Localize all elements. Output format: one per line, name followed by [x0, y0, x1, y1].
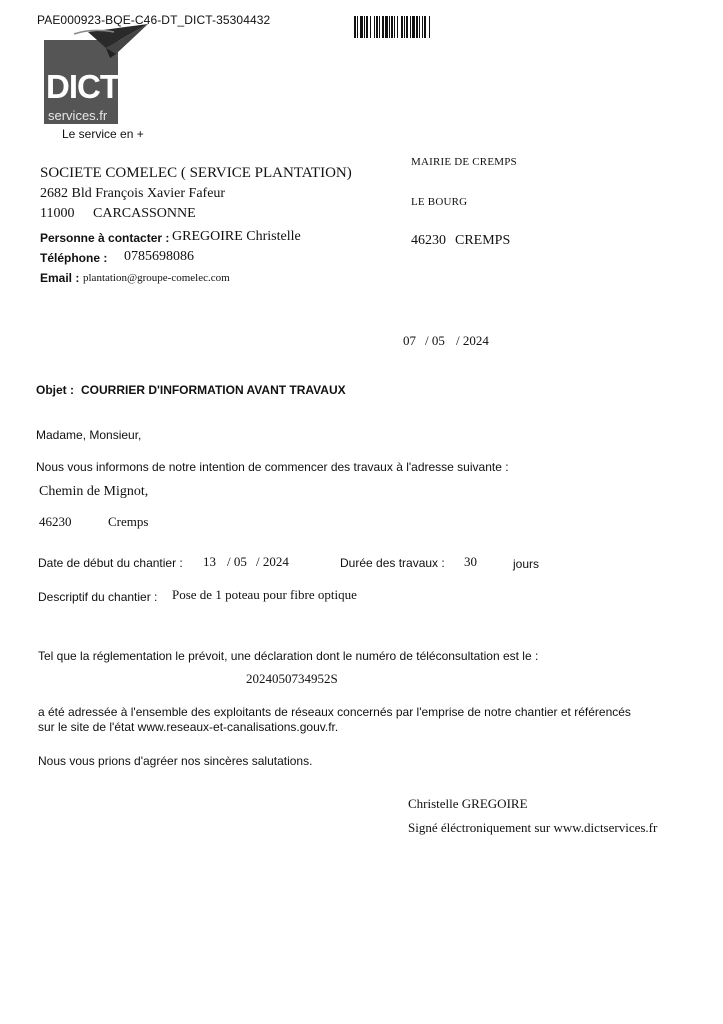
start-date-month: / 05: [227, 554, 247, 569]
recipient-postcode: 46230: [411, 233, 446, 248]
letter-date-year: / 2024: [456, 333, 489, 348]
greeting: Madame, Monsieur,: [36, 428, 142, 442]
barcode-bar: [410, 16, 411, 38]
barcode-bar: [412, 16, 415, 38]
barcode-bar: [424, 16, 426, 38]
start-date-label: Date de début du chantier :: [38, 556, 183, 570]
barcode-bar: [406, 16, 408, 38]
barcode-bar: [391, 16, 393, 38]
contact-label: Personne à contacter :: [40, 231, 170, 245]
barcode-bar: [364, 16, 365, 38]
addressed-text-line2: sur le site de l'état www.reseaux-et-canalisations.gouv.fr.: [38, 720, 339, 734]
duration-label: Durée des travaux :: [340, 556, 445, 570]
contact-value: GREGOIRE Christelle: [172, 229, 301, 244]
barcode-bar: [354, 16, 356, 38]
sender-city: CARCASSONNE: [93, 206, 196, 221]
sender-postcode: 11000: [40, 206, 75, 221]
barcode-bar: [385, 16, 388, 38]
closing-text: Nous vous prions d'agréer nos sincères salutations.: [38, 754, 313, 768]
barcode-bar: [429, 16, 430, 38]
work-street: Chemin de Mignot,: [39, 484, 149, 499]
duration-unit: jours: [513, 557, 540, 571]
barcode-bar: [370, 16, 371, 38]
barcode-bar: [357, 16, 358, 38]
phone-label: Téléphone :: [40, 251, 108, 265]
sender-company: SOCIETE COMELEC ( SERVICE PLANTATION): [40, 165, 352, 181]
barcode-bar: [379, 16, 380, 38]
barcode-bar: [376, 16, 378, 38]
signature-name: Christelle GREGOIRE: [408, 796, 528, 811]
recipient-line2: LE BOURG: [411, 196, 468, 208]
phone-value: 0785698086: [124, 249, 194, 264]
addressed-text-line1: a été adressée à l'ensemble des exploitants de réseaux concernés par l'emprise de notre chantier et référencés: [38, 705, 631, 719]
logo-subtext: services.fr: [48, 108, 108, 123]
barcode-bar: [382, 16, 384, 38]
teleconsultation-number: 2024050734952S: [246, 671, 338, 686]
barcode-bar: [404, 16, 405, 38]
signature-note: Signé éléctroniquement sur www.dictservices.fr: [408, 820, 658, 835]
recipient-city: CREMPS: [455, 233, 511, 248]
sender-address: 2682 Bld François Xavier Fafeur: [40, 186, 226, 201]
description-label: Descriptif du chantier :: [38, 590, 158, 604]
intro-text: Nous vous informons de notre intention de commencer des travaux à l'adresse suivante :: [36, 460, 509, 474]
subject-label: Objet :: [36, 383, 74, 397]
description-value: Pose de 1 poteau pour fibre optique: [172, 587, 357, 602]
document-reference: PAE000923-BQE-C46-DT_DICT-35304432: [37, 13, 271, 27]
regulation-text: Tel que la réglementation le prévoit, une déclaration dont le numéro de téléconsultation est le :: [38, 649, 539, 663]
letter-date-day: 07: [403, 333, 416, 348]
barcode-bar: [360, 16, 363, 38]
barcode-bar: [419, 16, 420, 38]
work-city: Cremps: [108, 514, 149, 529]
barcode-bar: [374, 16, 375, 38]
start-date-day: 13: [203, 554, 216, 569]
barcode-bar: [416, 16, 418, 38]
duration-value: 30: [464, 554, 477, 569]
start-date-year: / 2024: [256, 554, 289, 569]
work-postcode: 46230: [39, 514, 72, 529]
dict-logo: [44, 24, 148, 128]
barcode-bar: [397, 16, 398, 38]
email-label: Email :: [40, 271, 80, 285]
letter-date-month: / 05: [425, 333, 445, 348]
subject-value: COURRIER D'INFORMATION AVANT TRAVAUX: [81, 383, 346, 397]
tagline: Le service en +: [62, 127, 144, 141]
email-value: plantation@groupe-comelec.com: [83, 272, 230, 284]
barcode-bar: [366, 16, 368, 38]
barcode-bar: [422, 16, 423, 38]
barcode: [354, 16, 462, 38]
recipient-line1: MAIRIE DE CREMPS: [411, 156, 517, 168]
barcode-bar: [401, 16, 403, 38]
logo-text: DICT: [46, 68, 119, 105]
barcode-bar: [389, 16, 390, 38]
barcode-bar: [394, 16, 395, 38]
